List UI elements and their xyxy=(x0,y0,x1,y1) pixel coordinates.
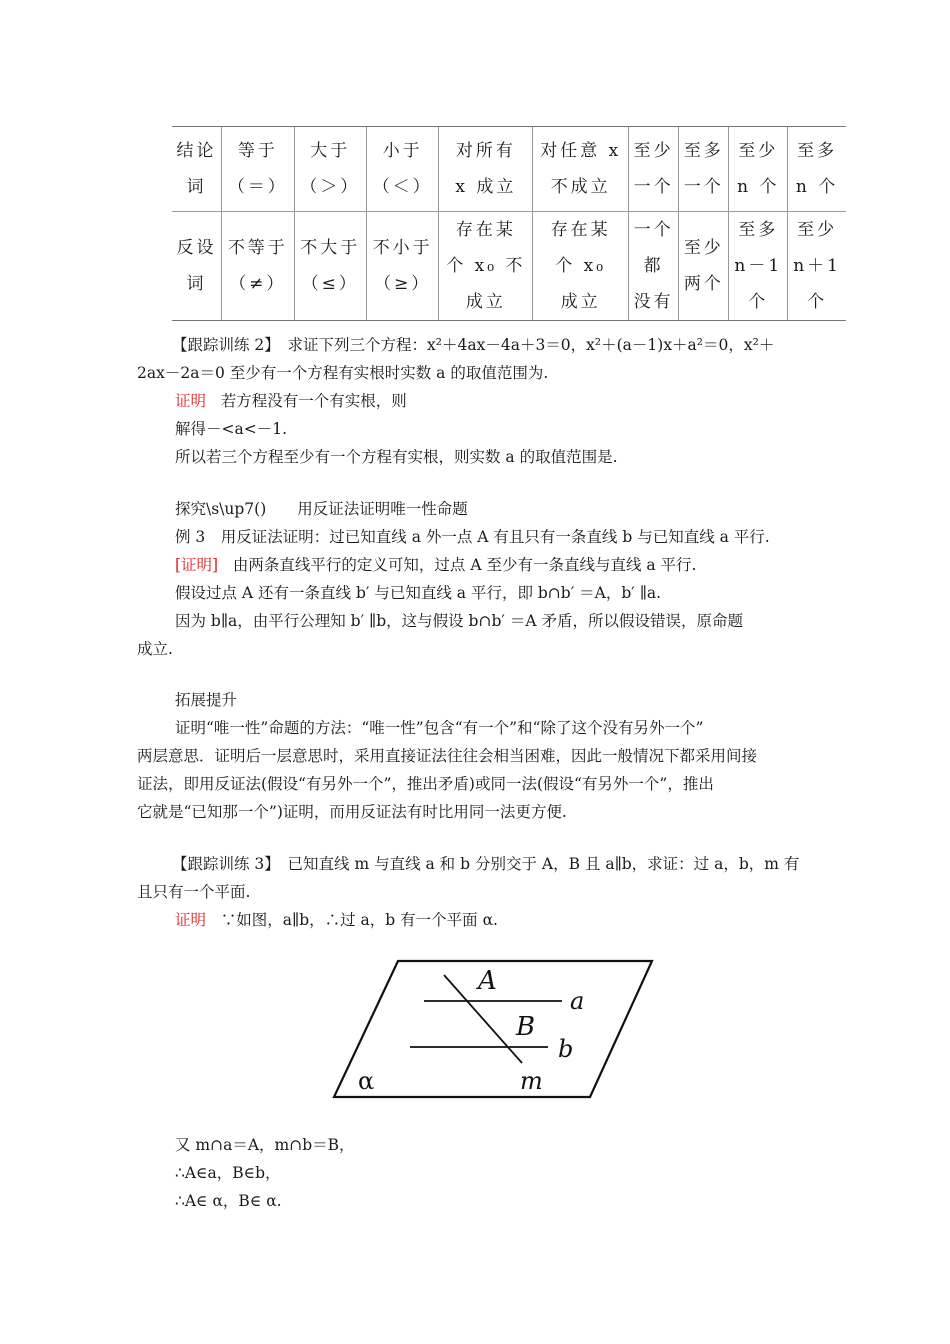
table-cell: 存在某 个 x₀ 不 成立 xyxy=(439,212,533,321)
example-3-proof-line4: 成立. xyxy=(137,640,173,658)
extension-line4: 它就是“已知那一个”)证明，而用反证法有时比用同一法更方便. xyxy=(137,803,567,821)
conclusion-negation-table xyxy=(172,126,846,321)
table-cell: 至多 一个 xyxy=(679,127,729,212)
table-cell: 至少 n＋1 个 xyxy=(788,212,846,321)
table-cell: 不等于 （≠） xyxy=(222,212,294,321)
table-cell: 至多 n 个 xyxy=(788,127,846,212)
training3-after2: ∴A∈a，B∈b， xyxy=(175,1164,281,1182)
table-cell: 对所有 x 成立 xyxy=(439,127,533,212)
table-row-negation xyxy=(172,212,846,321)
table-row-conclusion xyxy=(172,127,846,212)
proof-label: 证明 xyxy=(175,911,207,929)
table-cell: 大于 （＞） xyxy=(294,127,366,212)
label-m: m xyxy=(520,1067,543,1095)
extension-line1: 证明“唯一性”命题的方法：“唯一性”包含“有一个”和“除了这个没有另外一个” xyxy=(175,719,704,737)
table-cell: 结论 词 xyxy=(172,127,222,212)
table-cell: 等于 （＝） xyxy=(222,127,294,212)
table-cell: 至少 一个 xyxy=(629,127,679,212)
table-cell: 一个 都 没有 xyxy=(629,212,679,321)
extension-line2: 两层意思．证明后一层意思时，采用直接证法往往会相当困难，因此一般情况下都采用间接 xyxy=(137,747,758,765)
proof-text: 由两条直线平行的定义可知，过点 A 至少有一条直线与直线 a 平行. xyxy=(232,556,697,574)
table-cell: 小于 （＜） xyxy=(366,127,438,212)
training3-after3: ∴A∈ α，B∈ α. xyxy=(175,1192,282,1210)
training2-solve: 解得－<a<－1. xyxy=(175,420,288,438)
extension-title: 拓展提升 xyxy=(175,691,238,709)
explore-title: 探究\s\up7() 用反证法证明唯一性命题 xyxy=(175,500,468,518)
plane-lines-figure xyxy=(322,937,666,1127)
example-3-proof-line2: 假设过点 A 还有一条直线 b′ 与已知直线 a 平行，即 b∩b′ ＝A，b′ ∥a. xyxy=(175,584,662,602)
table-cell: 至多 n－1 个 xyxy=(729,212,788,321)
training3-line2: 且只有一个平面. xyxy=(137,883,251,901)
training2-line2: 2ax－2a＝0 至少有一个方程有实根时实数 a 的取值范围为. xyxy=(137,364,549,382)
example-3-proof-line1 xyxy=(175,554,696,576)
label-B: B xyxy=(516,1012,536,1042)
label-A: A xyxy=(478,966,497,996)
table-cell: 存在某 个 x₀ 成立 xyxy=(533,212,629,321)
training3-proof xyxy=(175,909,498,931)
label-b: b xyxy=(558,1035,574,1063)
table-cell: 不大于 （≤） xyxy=(294,212,366,321)
table-cell: 不小于 （≥） xyxy=(366,212,438,321)
proof-label: [证明] xyxy=(175,556,219,574)
label-a: a xyxy=(570,987,585,1015)
extension-line3: 证法，即用反证法(假设“有另外一个”，推出矛盾)或同一法(假设“有另外一个”，推出 xyxy=(137,775,714,793)
example-3: 例 3 用反证法证明：过已知直线 a 外一点 A 有且只有一条直线 b 与已知直线 a 平行. xyxy=(175,528,770,546)
proof-label: 证明 xyxy=(175,392,207,410)
proof-text: 若方程没有一个有实根，则 xyxy=(220,392,407,410)
training3-line1: 【跟踪训练 3】 已知直线 m 与直线 a 和 b 分别交于 A，B 且 a∥b，求证：过 a，b，m 有 xyxy=(172,855,800,873)
table-cell: 反设 词 xyxy=(172,212,222,321)
proof-text: ∵如图，a∥b，∴过 a，b 有一个平面 α. xyxy=(220,911,498,929)
table-cell: 至少 n 个 xyxy=(729,127,788,212)
training2-conclusion: 所以若三个方程至少有一个方程有实根，则实数 a 的取值范围是. xyxy=(175,448,618,466)
label-alpha: α xyxy=(358,1067,375,1095)
example-3-proof-line3: 因为 b∥a，由平行公理知 b′ ∥b，这与假设 b∩b′ ＝A 矛盾，所以假设错误，原命题 xyxy=(175,612,743,630)
training2-proof xyxy=(175,390,407,412)
training2-line1: 【跟踪训练 2】 求证下列三个方程：x²＋4ax－4a＋3＝0，x²＋(a－1)x＋a²＝0，x²＋ xyxy=(172,336,775,354)
table-cell: 对任意 x 不成立 xyxy=(533,127,629,212)
table-cell: 至少 两个 xyxy=(679,212,729,321)
training3-after1: 又 m∩a＝A，m∩b＝B， xyxy=(175,1136,355,1154)
